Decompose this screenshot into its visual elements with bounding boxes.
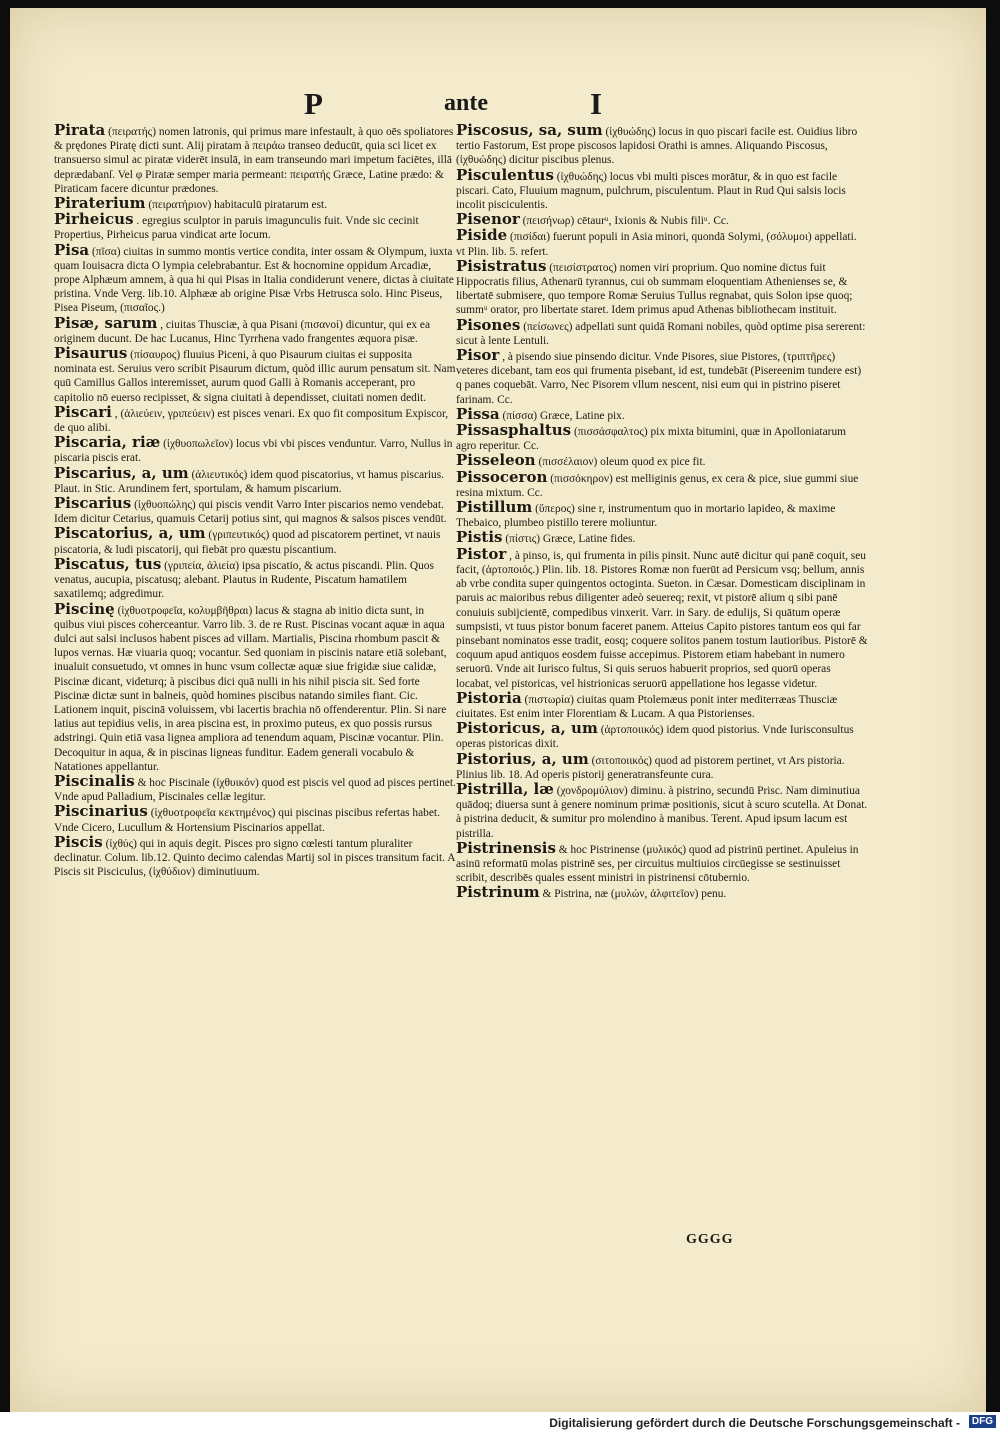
header-mark: I (590, 86, 603, 121)
entry-lemma: Pirata (54, 121, 106, 139)
dictionary-entry (54, 832, 456, 880)
entry-text: (ἁλιευτικός) idem quod piscatorius, vt hamus piscarius. Plaut. in Stic. Arundinem fert, sportulam, & hamum piscarium. (54, 468, 445, 495)
entry-text: & hoc Pistrinense (μυλικός) quod ad pistrinū pertinet. Apuleius in asinū reformatū molas pistrinē ses, per circuitus multiuios circūegisse se sestinuisset scribit, describēs quales essent ministri in pistrinensi cōtubernio. (456, 843, 859, 885)
entry-text: , à pisendo siue pinsendo dicitur. Vnde Pisores, siue Pistores, (τριπτῆρες) veteres dicebant, tam eos qui frumenta pisebant, id est, tundebāt (Pisereenim tundere est) q panes coquebāt. Varro, Nec Pisorem vllum nescent, nisi eum qui in pistrino piseret farinam. Cc. (456, 351, 862, 406)
entry-text: (ἰχθυώδης) locus vbi multi pisces morātur, & in quo est facile piscari. Cato, Fluuium magnum, pulchrum, pisculentum. Plaut in Rud Qui salsis locis incolit pisciculentis. (456, 170, 846, 212)
entry-text: (ἰχθυοπωλεῖον) locus vbi vbi pisces venduntur. Varro, Nullus in piscaria piscis erat. (54, 438, 453, 465)
dictionary-entry (54, 771, 456, 804)
entry-lemma: Piscis (54, 832, 103, 851)
dictionary-entry (54, 496, 456, 526)
entry-lemma: Piside (456, 226, 508, 245)
dictionary-entry (456, 467, 868, 500)
entry-lemma: Pisistratus (456, 256, 547, 275)
entry-lemma: Piscatorius, a, um (54, 524, 206, 543)
dictionary-entry (456, 544, 868, 691)
left-column (54, 123, 456, 879)
entry-lemma: Piscinarius (54, 802, 148, 821)
entry-text: , (ἁλιεύειν, γριπεύειν) est pisces venari. Ex quo fit compositum Expiscor, de quo alibi. (54, 407, 449, 435)
dictionary-entry (456, 348, 868, 407)
entry-lemma: Pistrinensis (456, 838, 556, 857)
dictionary-entry (456, 212, 868, 228)
entry-lemma: Pistoricus, a, um (456, 719, 598, 738)
entry-text: & hoc Piscinale (ἰχθυικόν) quod est piscis vel quod ad pisces pertinet. Vnde apud Palladium, Piscinales cellæ legitur. (54, 776, 456, 804)
funding-note: Digitalisierung gefördert durch die Deutsche Forschungsgemeinschaft - (549, 1416, 960, 1430)
dictionary-entry (54, 313, 456, 346)
entry-lemma: Piscinę (54, 599, 115, 618)
footer-bar (0, 1412, 1000, 1435)
entry-text: (ὕπερος) sine r, instrumentum quo in mortario lapideo, & maxime Thebaico, plumbeo pistillo terere moliuntur. (456, 503, 836, 530)
entry-lemma: Pisones (456, 315, 521, 334)
dictionary-entry (456, 228, 868, 258)
book-page (10, 8, 986, 1412)
entry-text: (πισσόκηρον) est melliginis genus, ex cera & pice, siue gummi siue resina mixtum. Cc. (456, 472, 859, 499)
entry-lemma: Piscatus, tus (54, 554, 162, 573)
dictionary-entry (456, 885, 868, 901)
entry-lemma: Pistoria (456, 688, 522, 707)
entry-lemma: Pisaurus (54, 344, 128, 363)
entry-text: (πῖσα) ciuitas in summo montis vertice condita, inter ossam & Olympum, iuxta quam Iouisacra dicta O lympia celebrabantur. Est & hocnomine oppidum Arcadiæ, prope Alphæum amnem, à qua hi qui Pisas in Italia condiderunt venere, dictas à ciuitate pristina. Vnde Verg. lib.10. Alphææ ab origine Pisæ Vrbs Hetrusca solo. Hinc Piseus, Pisea Piseum, (πισαῖος.) (54, 245, 454, 315)
entry-text: (πίστις) Græce, Latine fides. (505, 533, 636, 546)
entry-lemma: Pissasphaltus (456, 421, 572, 440)
dictionary-entry (54, 463, 456, 496)
entry-lemma: Piscosus, sa, sum (456, 121, 603, 139)
entry-lemma: Pirheicus (54, 210, 134, 229)
right-column (456, 123, 868, 902)
entry-text: , à pinso, is, qui frumenta in pilis pinsit. Nunc autē dicitur qui panē coquit, seu facit, (ἀρτοποιός.) Plin. lib. 18. Pistores Romæ non fuerūt ad Persicum vsq; bellum, annis ab vrbe condita super quingentos octoginta. Sueton. in Cæsar. Domesticam disciplinam in paruis ac maioribus rebus diligenter adeò seuereq; rexit, vt pistorē alium q sibi panē conuiuis subijcientē, compedibus vinxerit. Varr. in Sary. de edulijs, Si quātum operæ sumpsisti, vt tuus pistor bonum faceret panem. Atteius Capito pistores tantum eos qui far pinsebant nominatos esse tradit, eosq; coquere solitos panem tostum lautioribus. Pistorē & coquum apud antiquos eosdem fuisse accepimus. Pistorem etiam habebant in numero seruorū. Vnde ait Iurisco fultus, Si quis seruos habuerit proprios, sed quorū operas locabat, vel pistoricas, vel histrionicas seruorū appellatione hos legasse videtur. (456, 549, 868, 690)
entry-lemma: Pisor (456, 346, 500, 365)
dictionary-entry (456, 749, 868, 782)
dictionary-entry (456, 423, 868, 453)
entry-text: . egregius sculptor in paruis imagunculis fuit. Vnde sic cecinit Propertius, Pirheicus parua vindicat arte locum. (54, 215, 419, 242)
dictionary-entry (456, 123, 868, 168)
dictionary-entry (54, 402, 456, 435)
dictionary-entry (456, 838, 868, 886)
entry-text: (πίσσα) Græce, Latine pix. (502, 409, 625, 422)
entry-lemma: Pistis (456, 528, 503, 547)
dictionary-entry (54, 435, 456, 465)
entry-lemma: Pisa (54, 240, 90, 259)
entry-lemma: Pistorius, a, um (456, 749, 589, 768)
entry-text: (γριπευτικός) quod ad piscatorem pertinet, vt nauis piscatoria, & ludi piscatorij, qui fiebāt pro quæstu piscantium. (54, 529, 441, 556)
entry-text: (πισίδαι) fuerunt populi in Asia minori, quondā Solymi, (σόλυμοι) appellati. vt Plin. lib. 5. refert. (456, 231, 857, 258)
entry-text: (πείσωνες) adpellati sunt quidā Romani nobiles, quòd optime pisa sererent: sicut à lente Lentuli. (456, 320, 866, 347)
dictionary-entry (456, 688, 868, 721)
entry-lemma: Pisculentus (456, 165, 554, 184)
entry-text: (σιτοποιικός) quod ad pistorem pertinet, vt Ars pistoria. Plinius lib. 18. Ad operis pistorij generatransfeunte cura. (456, 754, 845, 781)
entry-lemma: Pistillum (456, 498, 533, 517)
dictionary-entry (54, 554, 456, 602)
entry-lemma: Pisseleon (456, 451, 536, 470)
dictionary-entry (456, 500, 868, 530)
entry-lemma: Pisenor (456, 210, 520, 229)
dictionary-entry (456, 721, 868, 751)
entry-text: (ἰχθυώδης) locus in quo piscari facile est. Ouidius libro tertio Fastorum, Est prope piscosos lapidosi Orathi is amnes. Aliquando Piscosus, (ἰχθυώδης) dicitur piscibus plenus. (456, 126, 858, 167)
entry-lemma: Pissa (456, 404, 500, 423)
entry-lemma: Pistrilla, læ (456, 779, 554, 798)
entry-text: (πειρατήριον) habitaculū piratarum est. (148, 199, 328, 212)
entry-text: (ἀρτοποιικός) idem quod pistorius. Vnde Iurisconsultus operas pistoricas dixit. (456, 724, 854, 751)
entry-lemma: Piraterium (54, 194, 146, 213)
entry-lemma: Pistor (456, 544, 507, 563)
entry-lemma: Pisæ, sarum (54, 313, 158, 332)
entry-text: (ἰχθυοτροφεῖα κεκτημένος) qui piscinas piscibus refertas habet. Vnde Cicero, Lucullum & Hortensium Piscinarios appellat. (54, 807, 440, 834)
dictionary-entry (54, 804, 456, 834)
entry-lemma: Piscarius (54, 494, 132, 513)
dictionary-entry (456, 530, 868, 546)
entry-text: (ἰχθυοπώλης) qui piscis vendit Varro Inter piscarios nemo vendebat. Idem dicitur Cetarius, quamuis Cetarij potius sint, qui magnos & salsos pisces vendūt. (54, 499, 447, 526)
dictionary-entry (54, 599, 456, 774)
entry-lemma: Pissoceron (456, 467, 548, 486)
dictionary-entry (54, 346, 456, 405)
signature-mark: GGGG (686, 1232, 734, 1247)
entry-text: (πίσαυρος) fluuius Piceni, à quo Pisaurum ciuitas ei supposita nominata est. Seruius vero scribit Pisaurum dictum, quòd illic aurum pensatum sit. Nam quū Camillus Gallos interemisset, aurum quod Galli à Romanis acceperant, pro capitolio nō euerso recipisset, & signa ciuitati à dependisset, ciuitati nomen dedit. (54, 349, 456, 404)
dictionary-entry (456, 256, 868, 318)
entry-text: , ciuitas Thusciæ, à qua Pisani (πισανοί) dicuntur, qui ex ea originem ducunt. De hac Lucanus, Hinc Tyrrhena vado frangentes æquora pisæ. (54, 318, 431, 345)
dfg-logo: DFG (969, 1415, 996, 1428)
dictionary-entry (456, 779, 868, 841)
entry-text: (χονδρομύλιον) diminu. à pistrino, secundū Prisc. Nam diminutiua quādoq; diuersa sunt à genere nominum primæ positionis, sicut à scuro scutella. At Donat. à pistrina deducit, & sumitur pro molendino à manibus. Terent. Apud ipsum lacum est pistrilla. (456, 784, 868, 840)
entry-text: (πεισήνωρ) cētaurᵘ, Ixionis & Nubis filiᵘ. Cc. (522, 215, 729, 228)
dictionary-entry (54, 212, 456, 242)
entry-text: (ἰχθύς) qui in aquis degit. Pisces pro signo cœlesti tantum pluraliter declinatur. Colum. lib.12. Quinto decimo calendas Martij sol in pisces transitum facit. A Piscis sit Pisciculus, (ἰχθύδιον) diminutiuum. (54, 837, 455, 879)
entry-text: (πισσάσφαλτος) pix mixta bitumini, quæ in Apolloniatarum agro reperitur. Cc. (456, 426, 847, 453)
entry-text: (πειρατής) nomen latronis, qui primus mare infestault, à quo oēs spoliatores & prędones Piratę dicti sunt. Alij piratam à πειράω transeo deducūt, quia sci licet ex transuerso simul ac piratæ viderēt insulā, in eam transeundo mari impetum faciētes, illā deprædabanſ. Vel φ Piratæ semper maria permeant: πειρατής Græce, Latine prædo: & Piraticam facere dicuntur prædones. (54, 126, 454, 195)
entry-lemma: Pistrinum (456, 883, 540, 902)
entry-lemma: Piscaria, riæ (54, 433, 161, 452)
entry-text: (ἰχθυοτροφεῖα, κολυμβῆθραι) lacus & stagna ab initio dicta sunt, in quibus viui pisces coherceantur. Varro lib. 3. de re Rust. Piscinas vocant aquæ in aqua dulci aut salsi inclusos habent pisces ad villam. Martialis, Piscina rhombum pascit & lupos vernas. Hæ viuaria quoq; vocantur. Sed quoniam in piscinis natare etiā solebant, inualuit consuetudo, vt omnes in hunc vsum collectæ aquæ siue frigidæ siue calidæ, Piscinæ dicant, videturq; à piscibus dici quā nulli in his nihil piscia sit. Sed forte Piscinæ dictæ sunt in balneis, quòd homines piscibus natando similes fiant. Cic. Lationem inquit, piscinā voluissem, vbi lacertis brachia nō offenderentur. Plin. Si nare latius aut tepidius velis, in area piscina est, in proximo puteus, ex quo possis rursus adstringi. Quin etiā vasa lignea ampliora ad tenendum aquam, Piscinæ vocantur. Plin. Decoquitur in aqua, & in piscinas ligneas funditur. Eadem generali vocabulo & Natationes appellantur. (54, 604, 447, 773)
entry-text: (πιστωρία) ciuitas quam Ptolemæus ponit inter mediterræas Thusciæ ciuitates. Est enim inter Florentiam & Lucam. A qua Pistorienses. (456, 693, 838, 720)
entry-lemma: Piscari (54, 402, 112, 421)
running-header (10, 86, 986, 126)
dictionary-entry (456, 165, 868, 213)
dictionary-entry (54, 123, 456, 196)
dictionary-entry (54, 526, 456, 556)
entry-text: (γριπεία, ἁλιεία) ipsa piscatio, & actus piscandi. Plin. Quos venatus, aucupia, piscatusq; alebant. Plautus in Rudente, Piscatum hamatilem saxatilemq; adgredimur. (54, 559, 434, 601)
entry-text: (πεισίστρατος) nomen viri proprium. Quo nomine dictus fuit Hippocratis filius, Athenarū tyrannus, cui ob summam eloquentiam Athenienses se, & libertatē submisere, quo tempore Romæ Seruius Tullus regnabat, quis Solon ipse quoq; summᵘ orator, pro libertate staret. Idem primus apud Athenas bibliothecam instituit. (456, 261, 853, 317)
header-letter: P (304, 86, 323, 121)
entry-text: (πισσέλαιον) oleum quod ex pice fit. (538, 456, 706, 469)
dictionary-entry (54, 240, 456, 316)
header-word: ante (444, 90, 488, 116)
entry-text: & Pistrina, næ (μυλών, ἀλφιτεῖον) penu. (542, 888, 727, 901)
entry-lemma: Piscinalis (54, 771, 135, 790)
dictionary-entry (456, 315, 868, 348)
entry-lemma: Piscarius, a, um (54, 463, 189, 482)
